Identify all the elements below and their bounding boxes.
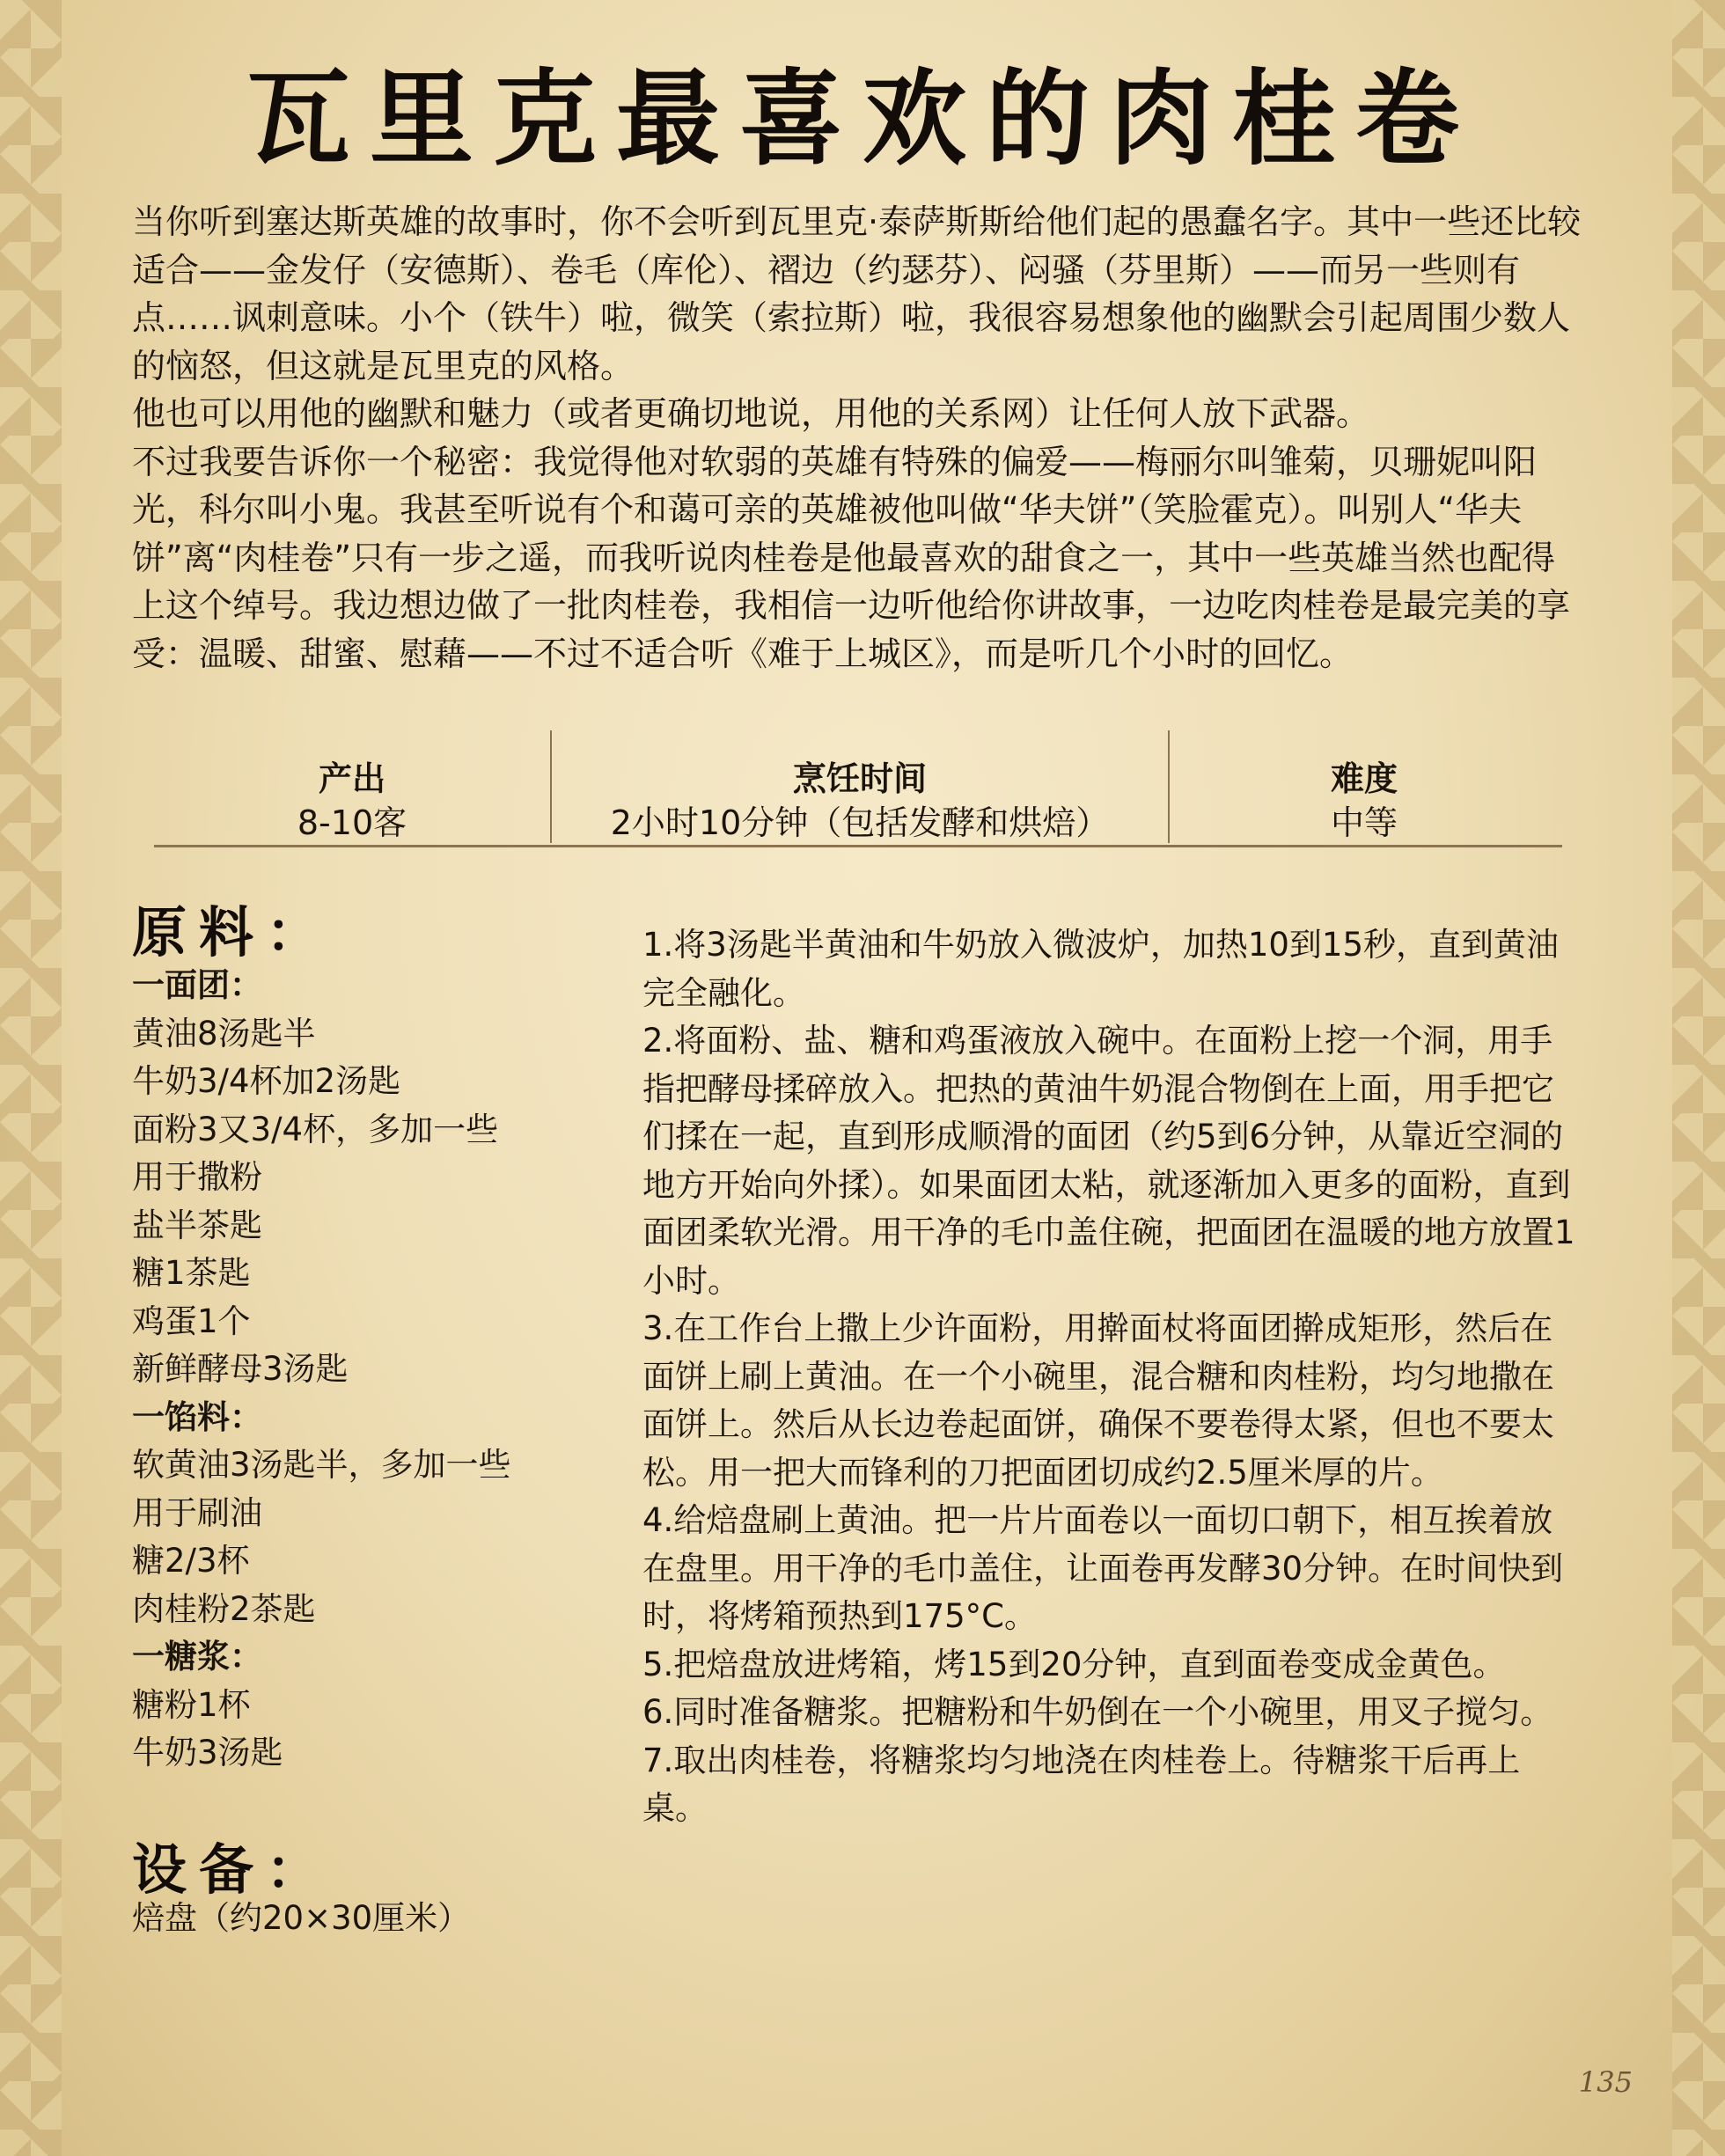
ingredient-item: 鸡蛋1个	[132, 1302, 251, 1340]
ingredient-group-label: 一糖浆：	[132, 1638, 262, 1676]
step-item: 7.取出肉桂卷，将糖浆均匀地浇在肉桂卷上。待糖浆干后再上桌。	[642, 1741, 1521, 1827]
ingredient-item: 软黄油3汤匙半，多加一些	[132, 1446, 511, 1484]
yield-value: 8-10客	[297, 803, 407, 842]
step-item: 2.将面粉、盐、糖和鸡蛋液放入碗中。在面粉上挖一个洞，用手指把酵母揉碎放入。把热的黄油牛奶混合物倒在上面，用手把它们揉在一起，直到形成顺滑的面团（约5到6分钟，从靠近空洞的地方开始向外揉）。如果面团太粘，就逐渐加入更多的面粉，直到面团柔软光滑。用干净的毛巾盖住碗，把面团在温暖的地方放置1小时。	[642, 1022, 1575, 1300]
ingredient-item: 盐半茶匙	[132, 1206, 262, 1244]
ingredient-item: 新鲜酵母3汤匙	[132, 1350, 349, 1388]
step-item: 6.同时准备糖浆。把糖粉和牛奶倒在一个小碗里，用叉子搅匀。	[642, 1693, 1553, 1731]
recipe-info-table	[154, 730, 1562, 847]
ingredient-item: 糖2/3杯	[132, 1542, 250, 1580]
intro-paragraph: 当你听到塞达斯英雄的故事时，你不会听到瓦里克·泰萨斯斯给他们起的愚蠢名字。其中一些还比较适合——金发仔（安德斯）、卷毛（库伦）、褶边（约瑟芬）、闷骚（芬里斯）——而另一些则有点……讽刺意味。小个（铁牛）啦，微笑（索拉斯）啦，我很容易想象他的幽默会引起周围少数人的恼怒，但这就是瓦里克的风格。	[132, 202, 1582, 385]
step-item: 5.把焙盘放进烤箱，烤15到20分钟，直到面卷变成金黄色。	[642, 1645, 1506, 1683]
time-value: 2小时10分钟（包括发酵和烘焙）	[610, 803, 1110, 842]
page-number: 135	[1578, 2065, 1633, 2099]
difficulty-value: 中等	[1330, 803, 1398, 842]
step-item: 1.将3汤匙半黄油和牛奶放入微波炉，加热10到15秒，直到黄油完全融化。	[642, 926, 1560, 1012]
ingredient-item: 肉桂粉2茶匙	[132, 1589, 316, 1628]
step-item: 4.给焙盘刷上黄油。把一片片面卷以一面切口朝下，相互挨着放在盘里。用干净的毛巾盖住，让面卷再发酵30分钟。在时间快到时，将烤箱预热到175°C。	[642, 1501, 1564, 1635]
intro-text	[132, 198, 1584, 678]
yield-cell	[154, 730, 550, 843]
ingredient-item: 黄油8汤匙半	[132, 1014, 316, 1052]
ingredient-item: 糖1茶匙	[132, 1254, 251, 1292]
step-item: 3.在工作台上撒上少许面粉，用擀面杖将面团擀成矩形，然后在面饼上刷上黄油。在一个小碗里，混合糖和肉桂粉，均匀地撒在面饼上。然后从长边卷起面饼，确保不要卷得太紧，但也不要太松。用一把大而锋利的刀把面团切成约2.5厘米厚的片。	[642, 1309, 1554, 1492]
equipment-text: 焙盘（约20×30厘米）	[132, 1899, 471, 1937]
ingredient-group-label: 一面团：	[132, 966, 262, 1004]
ingredient-item: 牛奶3汤匙	[132, 1734, 283, 1771]
page-title: 瓦里克最喜欢的肉桂卷	[246, 57, 1479, 180]
time-cell	[550, 730, 1170, 843]
ingredients-heading: 原料：	[132, 900, 334, 964]
ingredient-group-label: 一馅料：	[132, 1397, 262, 1436]
ingredient-item: 糖粉1杯	[132, 1685, 251, 1724]
ingredient-item: 用于刷油	[132, 1493, 262, 1532]
ingredient-item: 用于撒粉	[132, 1158, 262, 1196]
ingredient-item: 面粉3又3/4杯，多加一些	[132, 1110, 499, 1148]
decorative-border-right	[1672, 0, 1725, 2156]
ingredients-list	[132, 962, 607, 1778]
yield-label: 产出	[318, 759, 385, 798]
difficulty-cell	[1166, 730, 1562, 843]
steps-list	[642, 921, 1584, 1833]
ingredient-item: 牛奶3/4杯加2汤匙	[132, 1062, 401, 1100]
intro-paragraph: 不过我要告诉你一个秘密：我觉得他对软弱的英雄有特殊的偏爱——梅丽尔叫雏菊，贝珊妮叫阳光，科尔叫小鬼。我甚至听说有个和蔼可亲的英雄被他叫做“华夫饼”（笑脸霍克）。叫别人“华夫饼”离“肉桂卷”只有一步之遥，而我听说肉桂卷是他最喜欢的甜食之一，其中一些英雄当然也配得上这个绰号。我边想边做了一批肉桂卷，我相信一边听他给你讲故事，一边吃肉桂卷是最完美的享受：温暖、甜蜜、慰藉——不过不适合听《难于上城区》，而是听几个小时的回忆。	[132, 442, 1571, 673]
decorative-border-left	[0, 0, 62, 2156]
difficulty-label: 难度	[1330, 759, 1398, 798]
intro-paragraph: 他也可以用他的幽默和魅力（或者更确切地说，用他的关系网）让任何人放下武器。	[132, 394, 1370, 433]
time-label: 烹饪时间	[792, 759, 927, 798]
equipment-heading: 设备：	[132, 1837, 334, 1902]
